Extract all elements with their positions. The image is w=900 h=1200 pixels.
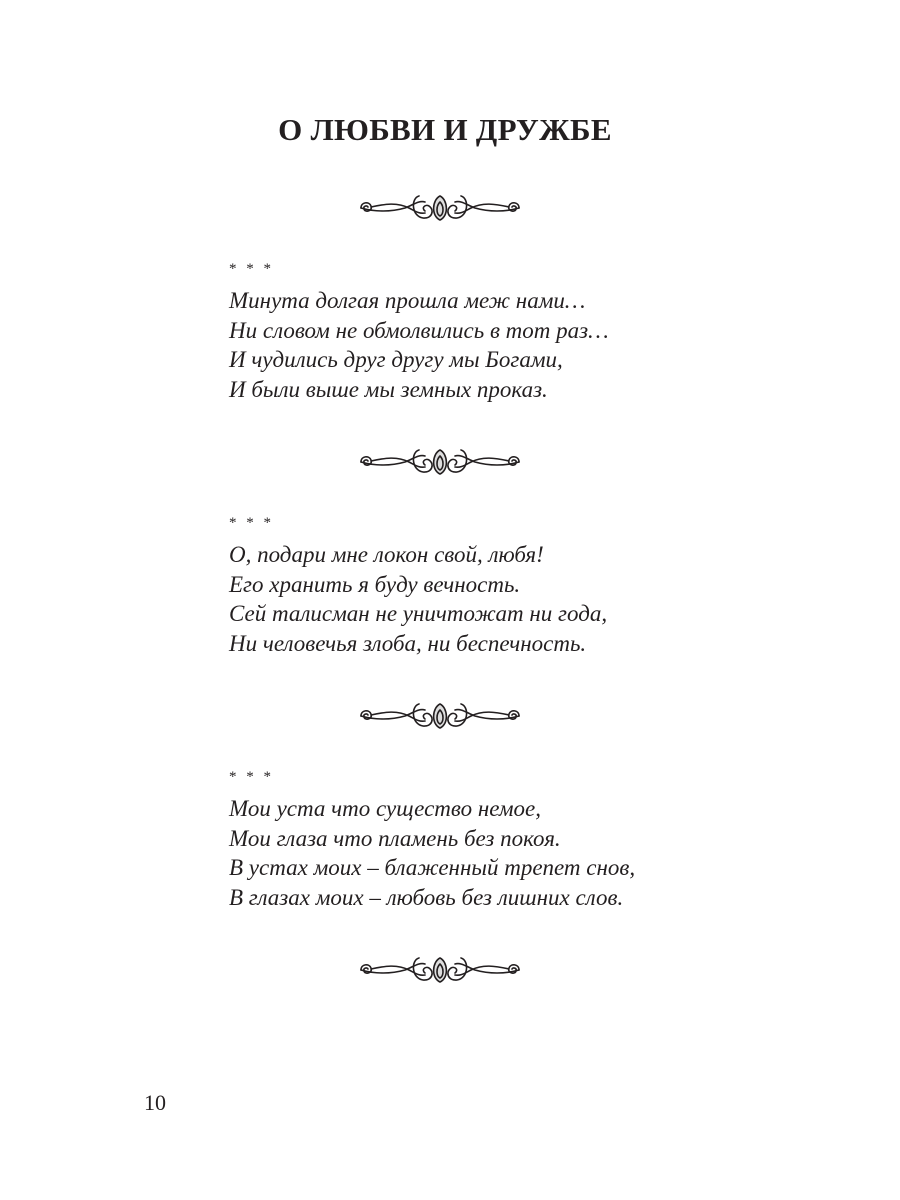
stanza-separator: * * *: [229, 515, 274, 531]
poem-line: Его хранить я буду вечность.: [229, 571, 521, 597]
poem-line: И чудились друг другу мы Богами,: [229, 347, 563, 372]
decorative-flourish-icon: [355, 442, 525, 482]
poem-line: И были выше мы земных проказ.: [229, 376, 548, 402]
poem-line: Минута долгая прошла меж нами…: [229, 288, 586, 313]
decorative-flourish-icon: [355, 950, 525, 990]
poem-line: Ни словом не обмолвились в тот раз…: [229, 317, 609, 343]
poem-line: В глазах моих – любовь без лишних слов.: [229, 884, 624, 910]
poem-line: Сей талисман не уничтожат ни года,: [229, 601, 608, 626]
poem-line: Мои глаза что пламень без покоя.: [229, 825, 561, 851]
poem-2: [229, 516, 789, 658]
poem-line: Мои уста что существо немое,: [229, 796, 542, 821]
decorative-flourish-icon: [355, 188, 525, 228]
poem-1: [229, 262, 789, 404]
decorative-flourish-icon: [355, 696, 525, 736]
page-number: 10: [144, 1090, 166, 1115]
poem-line: О, подари мне локон свой, любя!: [229, 542, 544, 567]
poem-3: [229, 770, 789, 912]
poem-line: Ни человечья злоба, ни беспечность.: [229, 630, 587, 656]
poem-line: В устах моих – блаженный трепет снов,: [229, 855, 636, 880]
stanza-separator: * * *: [229, 769, 274, 785]
stanza-separator: * * *: [229, 261, 274, 277]
chapter-title: О ЛЮБВИ И ДРУЖБЕ: [278, 112, 612, 147]
